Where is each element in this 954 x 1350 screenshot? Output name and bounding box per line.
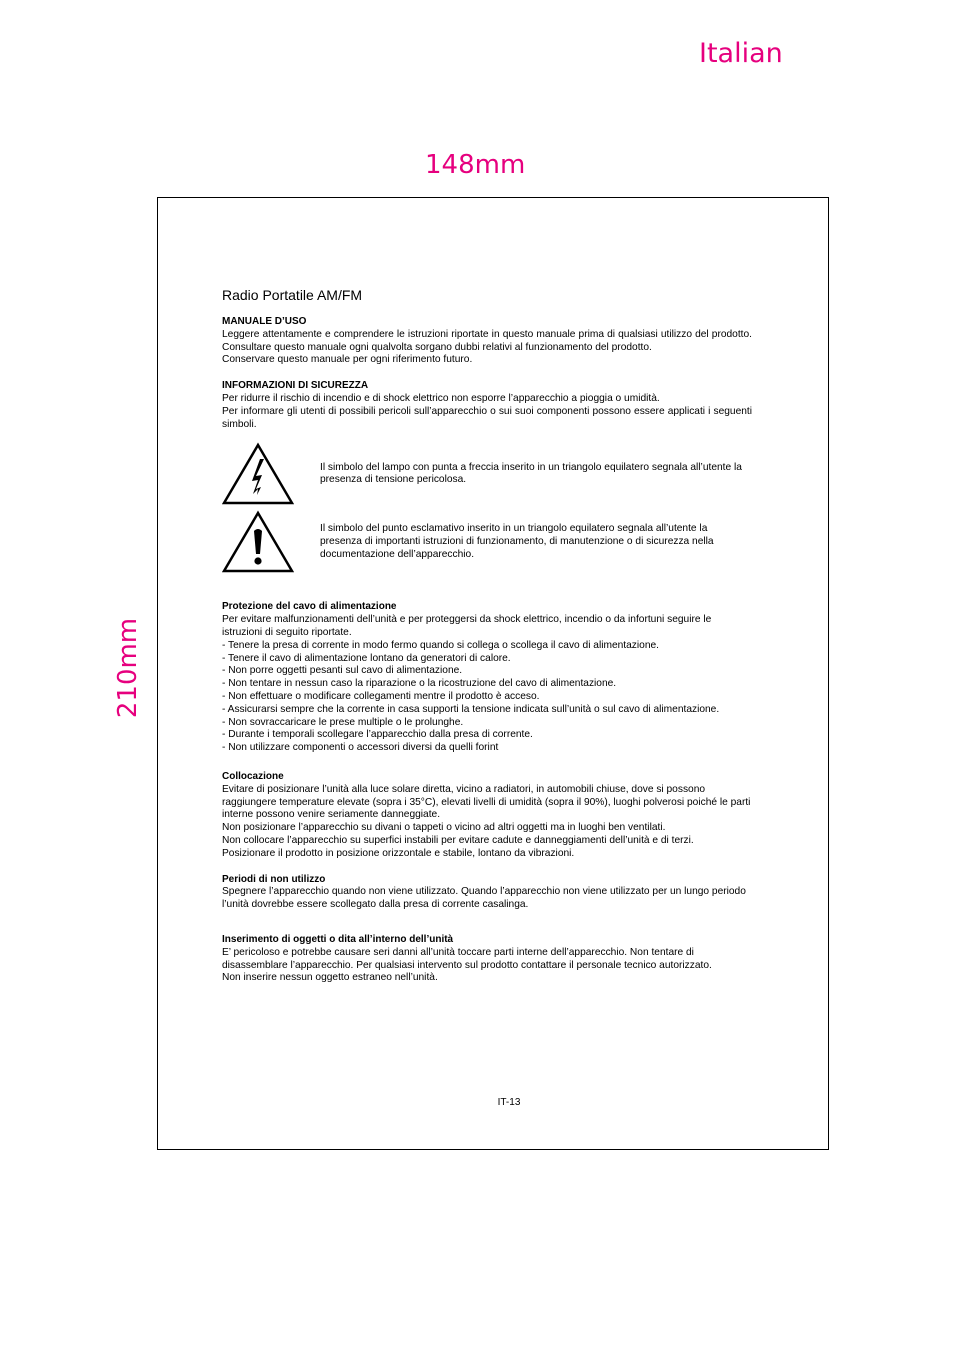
placement-paragraph-3: Non collocare l’apparecchio su superfici instabili per evitare cadute e danneggiamenti dell’unità e di terzi.: [222, 834, 694, 846]
list-item: - Assicurarsi sempre che la corrente in casa supporti la tensione indicata sull’unità o sul cavo di alimentazione.: [222, 703, 720, 715]
manual-paragraph-2: Conservare questo manuale per ogni riferimento futuro.: [222, 354, 473, 366]
list-item: - Non tentare in nessun caso la riparazione o la ricostruzione del cavo di alimentazione.: [222, 678, 617, 690]
non-use-heading: Periodi di non utilizzo: [222, 873, 326, 885]
safety-paragraph-2: Per informare gli utenti di possibili pericoli sull’apparecchio o sui suoi componenti possono essere applicati i seguenti simboli.: [222, 405, 752, 430]
lightning-warning-icon: [222, 442, 294, 506]
manual-heading: MANUALE D’USO: [222, 316, 307, 327]
language-label: Italian: [699, 38, 783, 69]
lightning-symbol-row: [222, 441, 752, 507]
exclamation-symbol-row: [222, 509, 752, 575]
page-content: [222, 286, 752, 998]
list-item: - Non sovraccaricare le prese multiple o le prolunghe.: [222, 716, 464, 728]
safety-heading: INFORMAZIONI DI SICUREZZA: [222, 380, 369, 392]
non-use-paragraph: Spegnere l’apparecchio quando non viene utilizzato. Quando l’apparecchio non viene utilizzato per un lungo periodo l’unità dovrebbe essere scollegato dalla presa di corrente casalinga.: [222, 886, 746, 911]
placement-paragraph-4: Posizionare il prodotto in posizione orizzontale e stabile, lontano da vibrazioni.: [222, 847, 575, 859]
objects-paragraph-1: E’ pericoloso e potrebbe causare seri danni all’unità toccare parti interne dell’apparecchio. Non tentare di disassemblare l’apparecchio. Per qualsiasi intervento sul prodotto contattare il personale tecnico autorizzato.: [222, 946, 712, 971]
power-cord-heading: Protezione del cavo di alimentazione: [222, 601, 397, 613]
placement-section: [222, 771, 752, 861]
list-item: - Non utilizzare componenti o accessori diversi da quelli forint: [222, 742, 499, 754]
exclamation-warning-icon: [222, 510, 294, 574]
objects-section: [222, 934, 752, 985]
width-dimension-label: 148mm: [425, 150, 526, 180]
list-item: - Non porre oggetti pesanti sul cavo di alimentazione.: [222, 665, 463, 677]
placement-paragraph-2: Non posizionare l’apparecchio su divani o tappeti o vicino ad altri oggetti ma in luoghi ben ventilati.: [222, 822, 666, 834]
power-cord-intro: Per evitare malfunzionamenti dell’unità e per proteggersi da shock elettrico, incendio o da infortuni seguire le istruzioni di seguito riportate.: [222, 614, 712, 638]
objects-heading: Inserimento di oggetti o dita all’interno dell’unità: [222, 933, 454, 945]
height-dimension-label: 210mm: [113, 617, 143, 719]
exclamation-symbol-text: Il simbolo del punto esclamativo inserito in un triangolo equilatero segnala all’utente la presenza di importanti istruzioni di funzionamento, di manutenzione o di sicurezza nella documentazione dell’apparecchio.: [320, 523, 714, 560]
manual-section: [222, 316, 752, 367]
list-item: - Tenere la presa di corrente in modo fermo quando si collega o scollega il cavo di alimentazione.: [222, 639, 659, 651]
objects-paragraph-2: Non inserire nessun oggetto estraneo nell’unità.: [222, 972, 438, 984]
power-cord-section: [222, 601, 752, 755]
list-item: - Non effettuare o modificare collegamenti mentre il prodotto è acceso.: [222, 690, 540, 702]
manual-paragraph-1: Leggere attentamente e comprendere le istruzioni riportate in questo manuale prima di qualsiasi utilizzo del prodotto. Consultare questo manuale ogni qualvolta sorgano dubbi relativi al funzionamento del prodotto.: [222, 328, 752, 353]
safety-paragraph-1: Per ridurre il rischio di incendio e di shock elettrico non esporre l’apparecchio a pioggia o umidità.: [222, 392, 660, 404]
placement-heading: Collocazione: [222, 770, 284, 782]
power-cord-list: [222, 640, 752, 755]
lightning-symbol-text: Il simbolo del lampo con punta a freccia inserito in un triangolo equilatero segnala all’utente la presenza di tensione pericolosa.: [320, 461, 742, 486]
placement-paragraph-1: Evitare di posizionare l’unità alla luce solare diretta, vicino a radiatori, in automobili chiuse, dove si possono raggiungere temperature elevate (sopra i 35°C), elevati livelli di umidità (sopra il 90%), luoghi polverosi poiché le parti interne possono venire seriamente danneggiate.: [222, 783, 751, 821]
list-item: - Durante i temporali scollegare l’apparecchio dalla presa di corrente.: [222, 729, 533, 741]
page-number: IT-13: [497, 1097, 521, 1108]
list-item: - Tenere il cavo di alimentazione lontano da generatori di calore.: [222, 652, 511, 664]
non-use-section: [222, 874, 752, 912]
document-title: Radio Portatile AM/FM: [222, 287, 363, 303]
manual-page: [157, 197, 829, 1150]
safety-section: [222, 380, 752, 575]
